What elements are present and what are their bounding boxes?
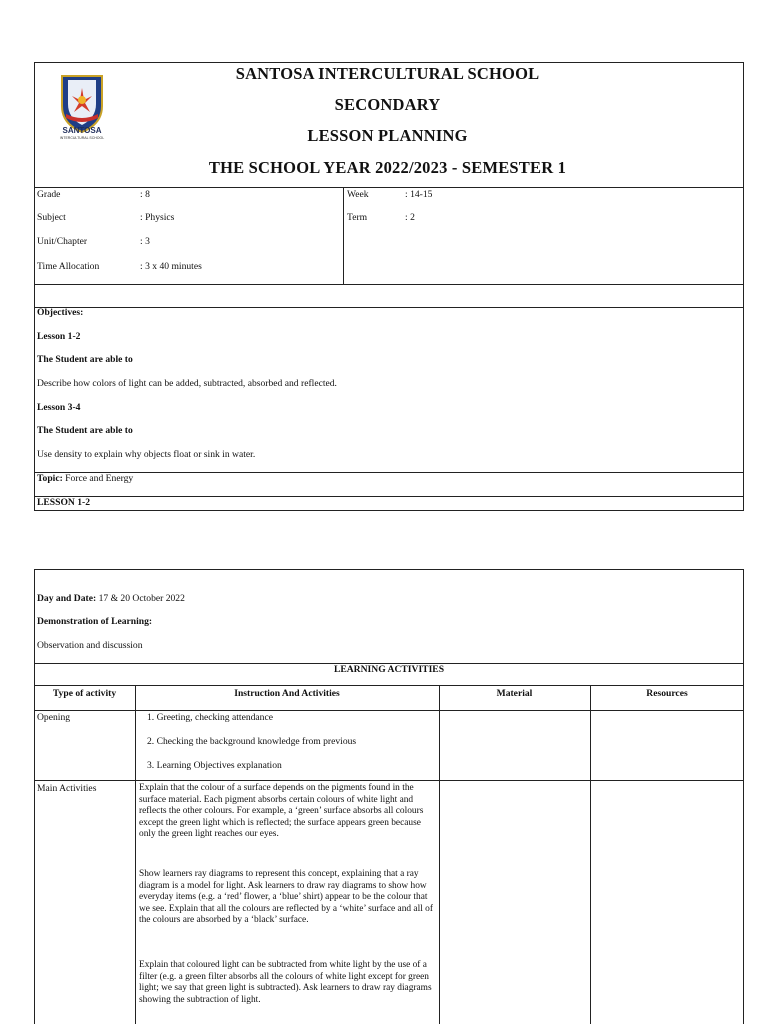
lesson2-text: Use density to explain why objects float or sink in water.	[37, 449, 256, 460]
lesson2-heading: Lesson 3-4	[37, 402, 81, 413]
school-level: SECONDARY	[334, 95, 441, 114]
time-label: Time Allocation	[37, 261, 100, 272]
grade-value: : 8	[140, 189, 150, 200]
main-paragraph: Show learners ray diagrams to represent this concept, explaining that a ray diagram is a model for light. Ask learners to draw ray diagrams to show how everyday items (e.g. a ‘red’ flower, a ‘blue’ shirt) appear to be the colour that we see. Explain that all the colours are reflected by a ‘white’ surface and all of the colours are absorbed by a ‘black’ surface.	[139, 869, 433, 926]
unit-label: Unit/Chapter	[37, 236, 88, 247]
main-paragraph: Explain that coloured light can be subtracted from white light by the use of a filter (e.g. a green filter absorbs all the colours of white light except for green light; we say that green light is subtracted). Ask learners to draw ray diagrams showing the subtraction of light.	[139, 960, 432, 1005]
col-instruction: Instruction And Activities	[234, 688, 340, 699]
col-material: Material	[496, 688, 533, 699]
main-type: Main Activities	[37, 783, 97, 794]
demo-label: Demonstration of Learning:	[37, 616, 153, 627]
lesson1-text: Describe how colors of light can be added, subtracted, absorbed and reflected.	[37, 378, 337, 389]
topic-value: Force and Energy	[62, 473, 134, 484]
subject-label: Subject	[37, 212, 66, 223]
grade-label: Grade	[37, 189, 61, 200]
learning-activities-title: LEARNING ACTIVITIES	[333, 664, 445, 675]
opening-item: 3. Learning Objectives explanation	[147, 760, 282, 771]
col-type: Type of activity	[52, 688, 117, 699]
logo-text: SANTOSA	[62, 126, 102, 135]
school-logo	[48, 70, 116, 150]
topic-row	[37, 473, 133, 485]
doc-type: LESSON PLANNING	[307, 126, 468, 145]
lesson2-able: The Student are able to	[37, 425, 133, 436]
day-label: Day and Date:	[37, 593, 97, 604]
opening-item: 2. Checking the background knowledge from previous	[147, 736, 357, 747]
year-semester: THE SCHOOL YEAR 2022/2023 - SEMESTER 1	[208, 158, 567, 177]
day-row	[37, 593, 185, 605]
objectives-heading: Objectives:	[37, 307, 84, 318]
subject-value: : Physics	[140, 212, 175, 223]
logo-subtext: INTERCULTURAL SCHOOL	[59, 136, 105, 140]
demo-value: Observation and discussion	[37, 640, 143, 651]
lesson1-heading: Lesson 1-2	[37, 331, 81, 342]
time-value: : 3 x 40 minutes	[140, 261, 202, 272]
topic-label: Topic:	[37, 473, 63, 484]
week-value: : 14-15	[405, 189, 433, 200]
day-value: 17 & 20 October 2022	[96, 593, 185, 604]
lesson1-able: The Student are able to	[37, 354, 133, 365]
week-label: Week	[347, 189, 369, 200]
lesson-label: LESSON 1-2	[37, 497, 91, 508]
unit-value: : 3	[140, 236, 150, 247]
col-resources: Resources	[646, 688, 688, 699]
opening-item: 1. Greeting, checking attendance	[147, 712, 273, 723]
opening-type: Opening	[37, 712, 71, 723]
term-value: : 2	[405, 212, 415, 223]
main-paragraph: Explain that the colour of a surface depends on the pigments found in the surface material. Each pigment absorbs certain colours of white light and reflects the other colours. For example, a ‘green’ surface absorbs all colours except the green light which is reflected; the surface appears green because only the green light reaches our eyes.	[139, 783, 424, 840]
school-name: SANTOSA INTERCULTURAL SCHOOL	[235, 64, 540, 83]
term-label: Term	[347, 212, 368, 223]
